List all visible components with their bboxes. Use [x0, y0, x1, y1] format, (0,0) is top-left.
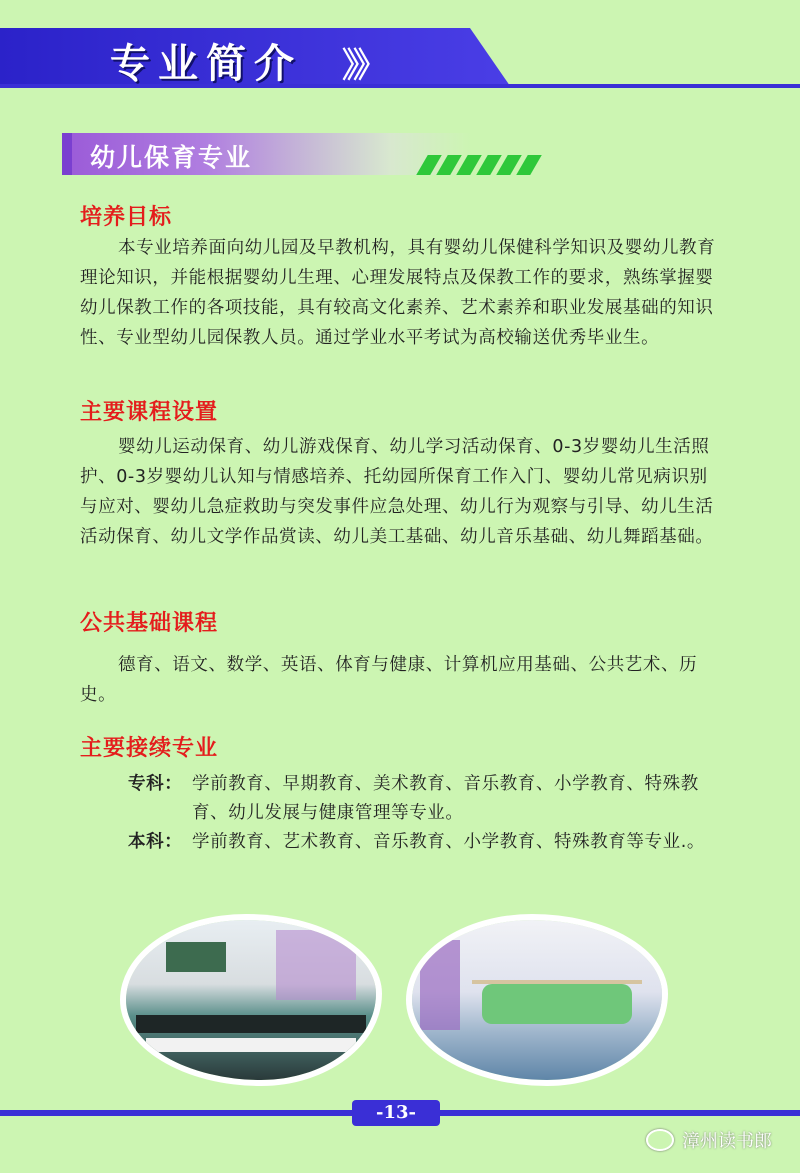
section-banner	[62, 133, 532, 177]
courses-heading: 主要课程设置	[80, 400, 219, 425]
watermark	[646, 1125, 772, 1155]
continuing-heading: 主要接续专业	[80, 736, 219, 761]
zhuanke-row	[128, 770, 728, 828]
benke-row	[128, 828, 728, 857]
stripe-decoration	[422, 155, 536, 175]
watermark-text: 漳州读书郎	[682, 1131, 772, 1152]
benke-label: 本科：	[128, 832, 183, 852]
classroom-photo	[126, 920, 376, 1080]
courses-paragraph	[80, 432, 720, 552]
public-heading: 公共基础课程	[80, 611, 219, 636]
goal-text: 本专业培养面向幼儿园及早教机构，具有婴幼儿保健科学知识及婴幼儿教育理论知识，并能根据婴幼儿生理、心理发展特点及保教工作的要求，熟练掌握婴幼儿保教工作的各项技能，具有较高文化素养、艺术素养和职业发展基础的知识性、专业型幼儿园保教人员。通过学业水平考试为高校输送优秀毕业生。	[80, 238, 716, 348]
section-bar-edge	[62, 133, 72, 175]
wechat-icon	[646, 1129, 674, 1151]
courses-text: 婴幼儿运动保育、幼儿游戏保育、幼儿学习活动保育、0-3岁婴幼儿生活照护、0-3岁婴幼儿认知与情感培养、托幼园所保育工作入门、婴幼儿常见病识别与应对、婴幼儿急症救助与突发事件应急处理、幼儿行为观察与引导、幼儿生活活动保育、幼儿文学作品赏读、幼儿美工基础、幼儿音乐基础、幼儿舞蹈基础。	[80, 437, 714, 547]
keyboard-keys	[146, 1038, 356, 1052]
chevron-right-icon: 》》	[342, 46, 381, 86]
public-text: 德育、语文、数学、英语、体育与健康、计算机应用基础、公共艺术、历史。	[80, 655, 698, 705]
zhuanke-label: 专科：	[128, 774, 183, 794]
page-number: -13-	[352, 1100, 440, 1126]
dancers	[482, 984, 632, 1024]
piano-row	[136, 1015, 366, 1033]
header-banner	[0, 28, 800, 90]
section-title: 幼儿保育专业	[90, 143, 253, 172]
goal-paragraph	[80, 233, 720, 353]
benke-text: 学前教育、艺术教育、音乐教育、小学教育、特殊教育等专业.。	[192, 832, 705, 852]
page-title: 专业简介	[110, 41, 302, 87]
goal-heading: 培养目标	[80, 205, 173, 230]
public-paragraph	[80, 650, 720, 710]
window-curtain	[276, 930, 356, 1000]
blackboard	[166, 942, 226, 972]
zhuanke-text: 学前教育、早期教育、美术教育、音乐教育、小学教育、特殊教育、幼儿发展与健康管理等专业。	[192, 774, 699, 823]
dance-curtain	[420, 940, 460, 1030]
dance-room-photo	[412, 920, 662, 1080]
